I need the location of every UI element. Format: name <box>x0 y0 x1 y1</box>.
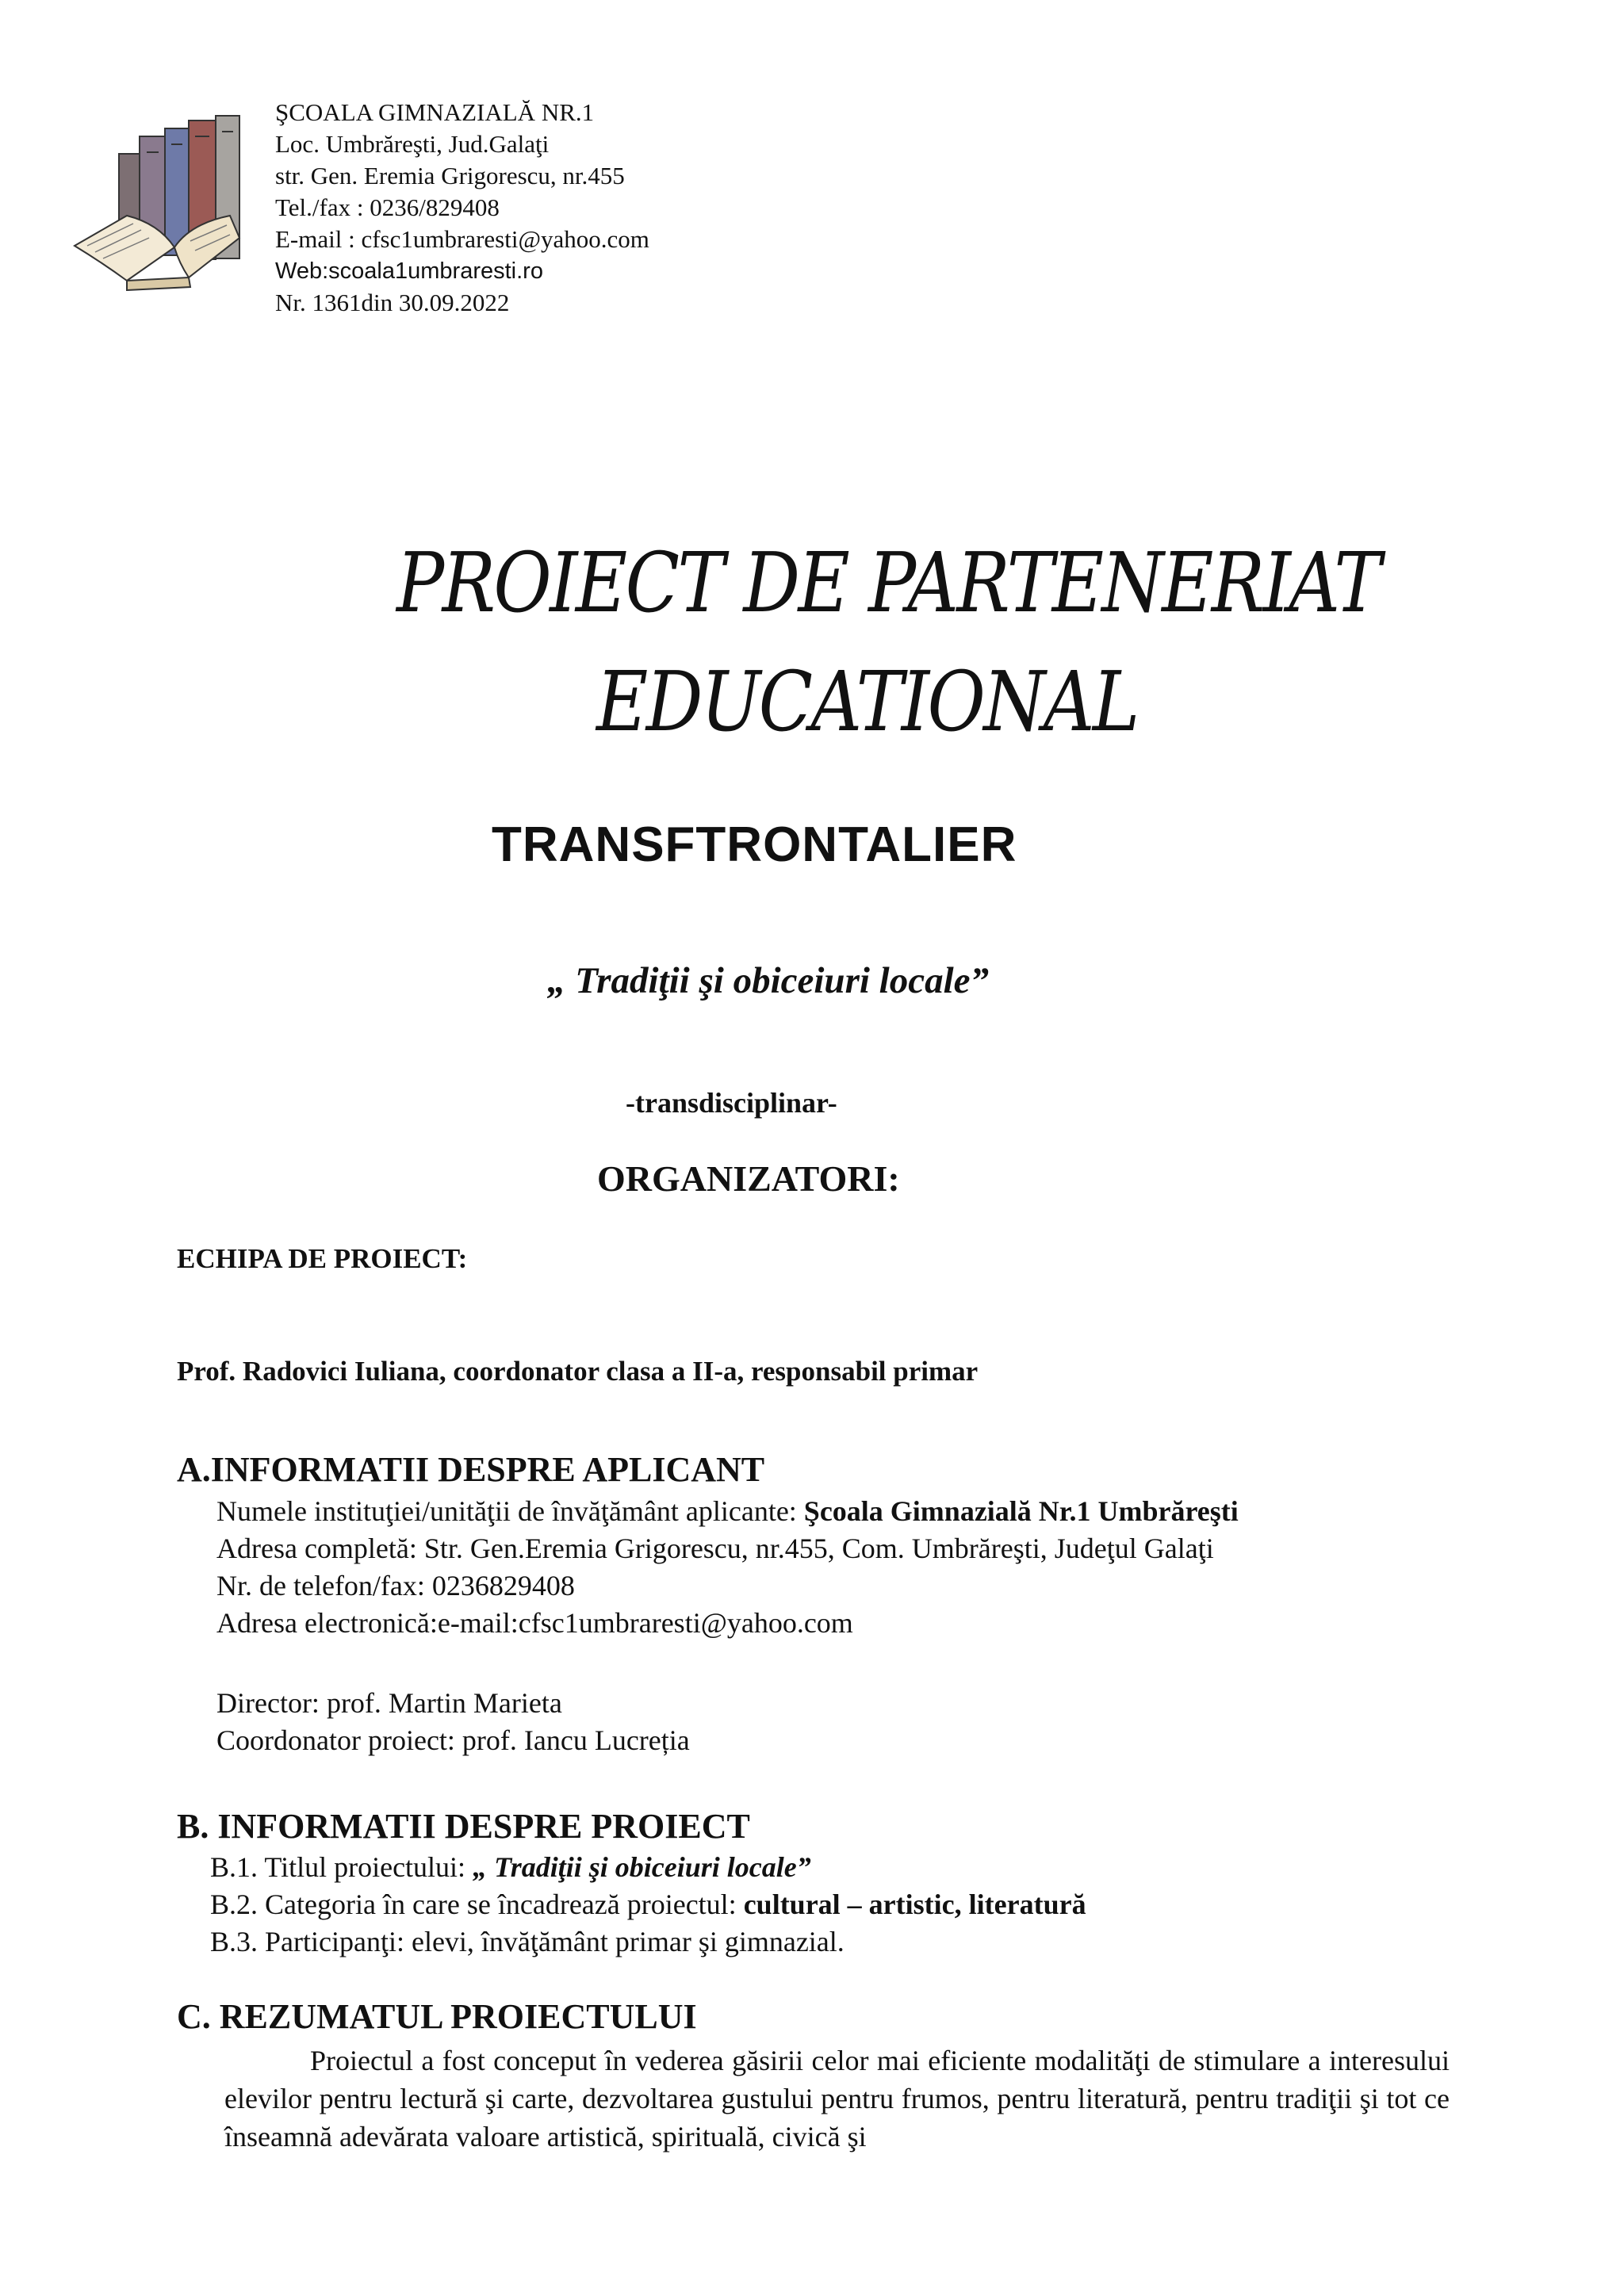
institution-row <box>216 1493 1239 1530</box>
project-title-label: B.1. Titlul proiectului: <box>210 1851 473 1883</box>
coordinator-row: Coordonator proiect: prof. Iancu Lucreția <box>216 1724 690 1756</box>
title-line-1: PROIECT DE PARTENERIAT <box>396 534 1380 631</box>
project-summary <box>224 2042 1450 2156</box>
school-email: E-mail : cfsc1umbraresti@yahoo.com <box>275 225 649 253</box>
institution-value: Şcoala Gimnazială Nr.1 Umbrăreşti <box>803 1495 1239 1527</box>
project-title-value: „ Tradiţii şi obiceiuri locale” <box>473 1851 811 1883</box>
organizers-heading: ORGANIZATORI: <box>597 1158 900 1199</box>
section-a-heading: A.INFORMATII DESPRE APLICANT <box>177 1450 765 1489</box>
books-icon <box>71 105 246 291</box>
document-subtitle: TRANSFTRONTALIER <box>492 817 1017 872</box>
school-header <box>275 97 649 319</box>
section-a-contacts <box>216 1685 690 1759</box>
category-row <box>210 1886 1086 1923</box>
title-line-2: EDUCATIONAL <box>596 653 1138 750</box>
school-name: ŞCOALA GIMNAZIALĂ NR.1 <box>275 98 595 126</box>
participants-row: B.3. Participanţi: elevi, învăţământ primar şi gimnazial. <box>210 1926 845 1957</box>
section-b-body <box>210 1849 1086 1961</box>
section-c-heading: C. REZUMATUL PROIECTULUI <box>177 1997 697 2036</box>
team-label: ECHIPA DE PROIECT: <box>177 1243 468 1274</box>
address-row: Adresa completă: Str. Gen.Eremia Grigorescu, nr.455, Com. Umbrăreşti, Judeţul Galaţi <box>216 1533 1214 1564</box>
phone-row: Nr. de telefon/fax: 0236829408 <box>216 1570 575 1601</box>
registration-number: Nr. 1361din 30.09.2022 <box>275 289 510 316</box>
summary-paragraph: Proiectul a fost conceput în vederea găsirii celor mai eficiente modalităţi de stimulare a interesului elevilor pentru lectură şi carte, dezvoltarea gustului pentru frumos, pentru literatură, pentru tradiţii şi tot ce înseamnă adevărata valoare artistică, spirituală, civică şi <box>224 2045 1450 2152</box>
category-value: cultural – artistic, literatură <box>743 1888 1086 1920</box>
section-b-heading: B. INFORMATII DESPRE PROIECT <box>177 1807 750 1846</box>
school-phone: Tel./fax : 0236/829408 <box>275 193 500 221</box>
institution-label: Numele instituţiei/unităţii de învăţământ aplicante: <box>216 1495 804 1527</box>
category-label: B.2. Categoria în care se încadrează proiectul: <box>210 1888 744 1920</box>
team-member: Prof. Radovici Iuliana, coordonator clasa a II-a, responsabil primar <box>177 1356 979 1387</box>
email-row: Adresa electronică:e-mail:cfsc1umbraresti@yahoo.com <box>216 1607 853 1639</box>
project-motto: „ Tradiţii şi obiceiuri locale” <box>547 960 990 1001</box>
school-locality: Loc. Umbrăreşti, Jud.Galaţi <box>275 130 550 158</box>
school-logo <box>71 105 246 291</box>
project-type: -transdisciplinar- <box>626 1087 837 1119</box>
project-title-row <box>210 1849 1086 1886</box>
document-title <box>396 523 1380 761</box>
section-a-body <box>216 1493 1239 1642</box>
school-street: str. Gen. Eremia Grigorescu, nr.455 <box>275 162 625 189</box>
director-row: Director: prof. Martin Marieta <box>216 1687 562 1719</box>
school-web: Web:scoala1umbraresti.ro <box>275 258 543 284</box>
